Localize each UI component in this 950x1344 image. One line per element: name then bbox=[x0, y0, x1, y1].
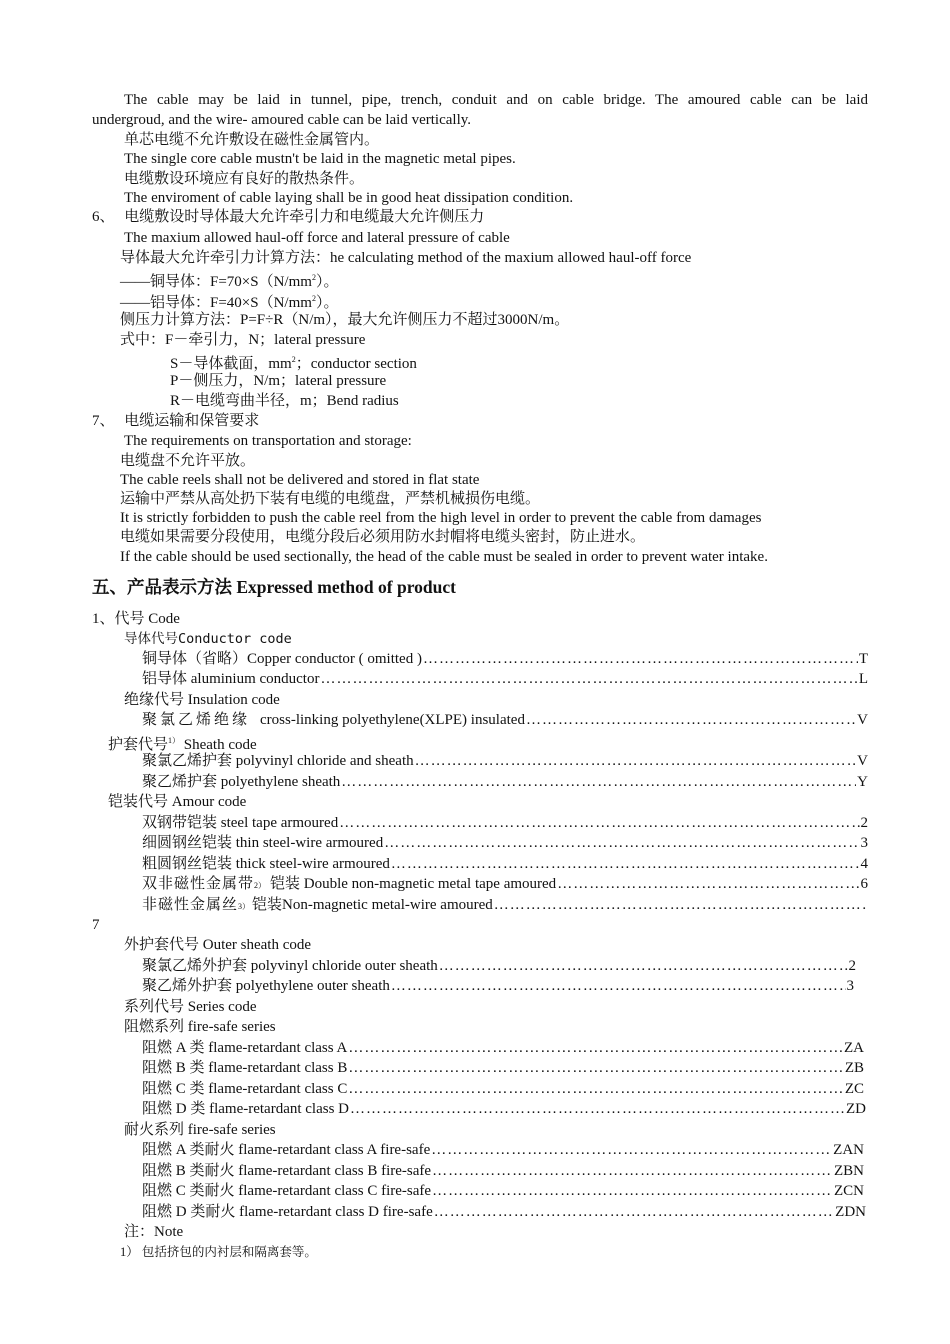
note-title: 注：Note bbox=[124, 1224, 184, 1240]
outer-pe-row: 聚乙烯外护套 polyethylene outer sheath ………………………………………………………………………………………………………………………………………………………………………………………………………… 3 bbox=[142, 976, 854, 996]
sheath-code-title: 护套代号$^{1)}$ Sheath code bbox=[108, 736, 257, 753]
section7-title-cn: 电缆运输和保管要求 bbox=[124, 413, 260, 429]
outer-pvc-row: 聚氯乙烯外护套 polyvinyl chloride outer sheath ………………………………………………………………………………………………………………………………………………………………………………………………………… 2 bbox=[142, 956, 856, 976]
armour-nonmag-wire-row: 非磁性金属丝 3） 铠装Non-magnetic metal-wire amoured ………………………………………………………………………………………………………………………………………………………………………………………………………… bbox=[142, 895, 868, 915]
leader-dots bbox=[350, 1099, 845, 1119]
single-core-en: The single core cable mustn't be laid in the magnetic metal pipes. bbox=[124, 151, 516, 167]
fire-d-row: 阻燃 D 类耐火 flame-retardant class D fire-safe ………………………………………………………………………………………………………………………………………………………………………………………………………… ZDN bbox=[142, 1202, 866, 1222]
pvc-sheath-row: 聚氯乙烯护套 polyvinyl chloride and sheath ………………………………………………………………………………………………………………………………………………………………………………………………………… V bbox=[142, 751, 868, 771]
note-1: 1） 包括挤包的内衬层和隔离套等。 bbox=[120, 1245, 317, 1259]
armour-code-title: 铠装代号 Amour code bbox=[108, 794, 247, 810]
flame-a-row: 阻燃 A 类 flame-retardant class A ………………………………………………………………………………………………………………………………………………………………………………………………………… ZA bbox=[142, 1038, 864, 1058]
leader-dots bbox=[348, 1038, 843, 1058]
flame-d-row: 阻燃 D 类 flame-retardant class D ………………………………………………………………………………………………………………………………………………………………………………………………………… ZD bbox=[142, 1099, 866, 1119]
push-cn: 运输中严禁从高处扔下装有电缆的电缆盘，严禁机械损伤电缆。 bbox=[120, 491, 541, 507]
leader-dots bbox=[494, 895, 867, 915]
leader-dots bbox=[439, 956, 848, 976]
leader-dots bbox=[384, 833, 859, 853]
push-en: It is strictly forbidden to push the cable reel from the high level in order to prevent the cable from damages bbox=[120, 510, 762, 526]
where-f: 式中：F－牵引力，N；lateral pressure bbox=[120, 332, 366, 348]
haul-off-method-en: he calculating method of the maxium allowed haul-off force bbox=[330, 250, 692, 266]
section7-title-en: The requirements on transportation and storage: bbox=[124, 433, 412, 449]
laying-intro-line1: The cable may be laid in tunnel, pipe, trench, conduit and on cable bridge. The amoured cable can be laid bbox=[124, 92, 868, 108]
fire-series-title: 耐火系列 fire-safe series bbox=[124, 1122, 276, 1138]
leader-dots bbox=[391, 854, 860, 874]
leader-dots bbox=[432, 1181, 833, 1201]
flat-en: The cable reels shall not be delivered and stored in flat state bbox=[120, 472, 480, 488]
xlpe-row: 聚氯乙烯绝缘 cross-linking polyethylene(XLPE) insulated ………………………………………………………………………………………………………………………………………………………………………………………………………… V bbox=[142, 710, 868, 730]
lateral-pressure-method: 侧压力计算方法：P=F÷R（N/m），最大允许侧压力不超过3000N/m。 bbox=[120, 312, 570, 328]
copper-formula: ——铜导体：$F=70\times S(N/mm^2)$。 bbox=[120, 273, 339, 290]
section7-title bbox=[92, 411, 259, 431]
where-r: R－电缆弯曲半径，m；Bend radius bbox=[170, 393, 399, 409]
environment-cn: 电缆敷设环境应有良好的散热条件。 bbox=[124, 171, 365, 187]
leader-dots bbox=[526, 710, 856, 730]
leader-dots bbox=[434, 1202, 834, 1222]
flat-cn: 电缆盘不允许平放。 bbox=[120, 453, 256, 469]
fire-c-row: 阻燃 C 类耐火 flame-retardant class C fire-safe ………………………………………………………………………………………………………………………………………………………………………………………………………… ZCN bbox=[142, 1181, 864, 1201]
leader-dots bbox=[339, 813, 859, 833]
code-title: 1、代号 Code bbox=[92, 611, 180, 627]
leader-dots bbox=[341, 772, 856, 792]
seal-en: If the cable should be used sectionally, the head of the cable must be sealed in order to prevent water intake. bbox=[120, 549, 768, 565]
environment-en: The enviroment of cable laying shall be in good heat dissipation condition. bbox=[124, 190, 574, 206]
section6-number: 6、 bbox=[92, 209, 115, 225]
where-p: P－侧压力，N/m；lateral pressure bbox=[170, 373, 387, 389]
leader-dots bbox=[391, 976, 846, 996]
series-code-title: 系列代号 Series code bbox=[124, 999, 257, 1015]
leader-dots bbox=[415, 751, 857, 771]
armour-nonmag-wire-code: 7 bbox=[92, 917, 100, 933]
leader-dots bbox=[320, 669, 857, 689]
leader-dots bbox=[557, 874, 859, 894]
section5-heading: 五、产品表示方法 Expressed method of product bbox=[92, 577, 456, 597]
flame-c-row: 阻燃 C 类 flame-retardant class C ………………………………………………………………………………………………………………………………………………………………………………………………………… ZC bbox=[142, 1079, 864, 1099]
haul-off-method-cn: 导体最大允许牵引力计算方法： bbox=[120, 250, 331, 266]
section6-title-cn: 电缆敷设时导体最大允许牵引力和电缆最大允许侧压力 bbox=[124, 209, 485, 225]
outer-sheath-code-title: 外护套代号 Outer sheath code bbox=[124, 937, 312, 953]
fire-b-row: 阻燃 B 类耐火 flame-retardant class B fire-safe ………………………………………………………………………………………………………………………………………………………………………………………………………… ZBN bbox=[142, 1161, 864, 1181]
section7-number: 7、 bbox=[92, 413, 115, 429]
where-s: S－导体截面，$mm^2$；conductor section bbox=[170, 355, 417, 372]
aluminium-conductor-row: 铝导体 aluminium conductor ………………………………………………………………………………………………………………………………………………………………………………………………………… L bbox=[142, 669, 868, 689]
haul-off-method bbox=[120, 248, 691, 268]
seal-cn: 电缆如果需要分段使用，电缆分段后必须用防水封帽将电缆头密封，防止进水。 bbox=[120, 529, 646, 545]
flame-series-title: 阻燃系列 fire-safe series bbox=[124, 1019, 276, 1035]
armour-thick-wire-row: 粗圆钢丝铠装 thick steel-wire armoured ………………………………………………………………………………………………………………………………………………………………………………………………………… 4 bbox=[142, 854, 868, 874]
fire-a-row: 阻燃 A 类耐火 flame-retardant class A fire-safe ………………………………………………………………………………………………………………………………………………………………………………………………………… ZAN bbox=[142, 1140, 864, 1160]
armour-thin-wire-row: 细圆钢丝铠装 thin steel-wire armoured ………………………………………………………………………………………………………………………………………………………………………………………………………… 3 bbox=[142, 833, 868, 853]
single-core-cn: 单芯电缆不允许敷设在磁性金属管内。 bbox=[124, 132, 380, 148]
armour-nonmag-tape-row: 双非磁性金属带 2） 铠装 Double non-magnetic metal tape amoured ………………………………………………………………………………………………………………………………………………………………………………………………………… 6 bbox=[142, 874, 868, 894]
flame-b-row: 阻燃 B 类 flame-retardant class B ………………………………………………………………………………………………………………………………………………………………………………………………………… ZB bbox=[142, 1058, 864, 1078]
section6-title bbox=[92, 207, 484, 227]
armour-steel-tape-row: 双钢带铠装 steel tape armoured ………………………………………………………………………………………………………………………………………………………………………………………………………… 2 bbox=[142, 813, 868, 833]
leader-dots bbox=[348, 1079, 843, 1099]
section6-title-en: The maxium allowed haul-off force and lateral pressure of cable bbox=[124, 230, 510, 246]
laying-intro-line2: undergroud, and the wire- amoured cable can be laid vertically. bbox=[92, 112, 472, 128]
insulation-code-title: 绝缘代号 Insulation code bbox=[124, 692, 280, 708]
leader-dots bbox=[348, 1058, 843, 1078]
copper-conductor-row: 铜导体（省略）Copper conductor ( omitted ) ………………………………………………………………………………………………………………………………………………………………………………………………………… T bbox=[142, 649, 868, 669]
aluminium-formula: ——铝导体：$F=40\times S(N/mm^2)$。 bbox=[120, 294, 339, 311]
leader-dots bbox=[431, 1140, 832, 1160]
leader-dots bbox=[423, 649, 858, 669]
pe-sheath-row: 聚乙烯护套 polyethylene sheath ………………………………………………………………………………………………………………………………………………………………………………………………………… Y bbox=[142, 772, 868, 792]
conductor-code-title: 导体代号Conductor code bbox=[124, 631, 292, 647]
leader-dots bbox=[432, 1161, 833, 1181]
